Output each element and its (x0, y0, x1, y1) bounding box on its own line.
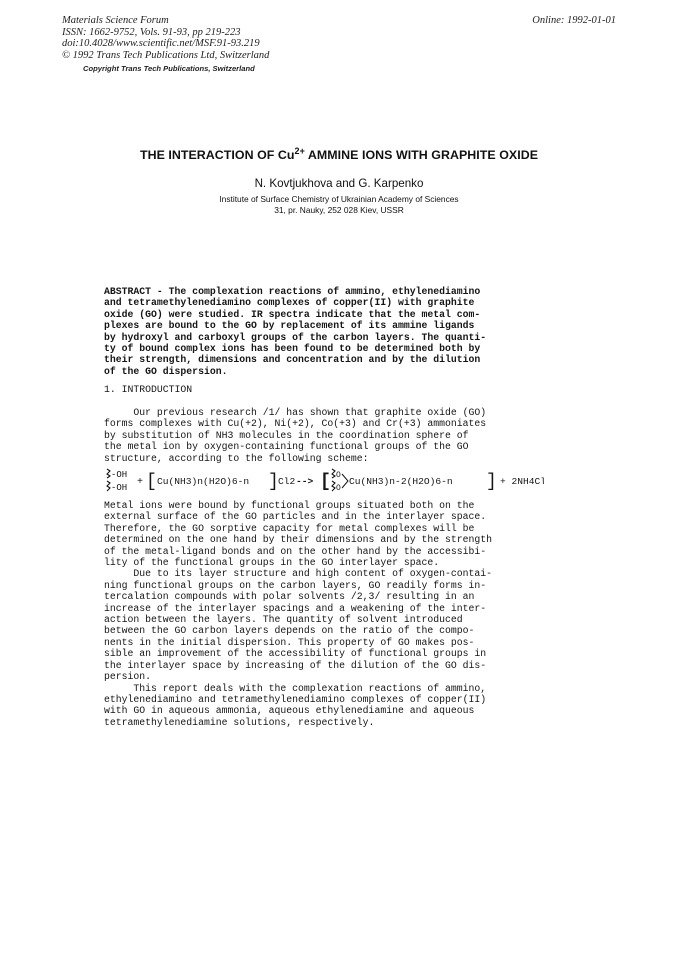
citation-header (62, 15, 269, 75)
bracket-open-1: [ (146, 472, 157, 492)
scheme-oh-top: -OH (111, 470, 128, 480)
journal-name: Materials Science Forum (62, 15, 169, 26)
paper-title (0, 148, 678, 162)
copyright-line: © 1992 Trans Tech Publications Ltd, Switzerland (62, 49, 270, 61)
title-superscript: 2+ (294, 146, 305, 156)
bracket-close-2: ] (486, 472, 497, 492)
affiliation-line-2: 31, pr. Nauky, 252 028 Kiev, USSR (274, 205, 404, 215)
scheme-o-top: O (336, 471, 341, 480)
intro-paragraph-2: Metal ions were bound by functional groups situated both on the external surface of the GO particles and in the interlayer space. Therefore, the GO sorptive capacity for metal complexes will be determined on the one hand by their dimensions and by the strength of the metal-ligand bonds and on the other hand by the accessibi- lity of the functional groups in the GO interlayer space. Due to its layer structure and high content of oxygen-contai- ning functional groups on the carbon layers, GO readily forms in- tercalation compounds with polar solvents /2,3/ resulting in an increase of the interlayer spacings and a weakening of the inter- action between the layers. The quantity of solvent introduced between the GO carbon layers depends on the ratio of the compo- nents in the initial dispersion. This property of GO makes pos- sible an improvement of the accessibility of functional groups in the interlayer space by increasing of the dilution of the GO dis- persion. This report deals with the complexation reactions of ammino, ethylenediamino and tetramethylenediamino complexes of copper(II) with GO in aqueous ammonia, aqueous ethylenediamine and aqueous tetramethylenediamine solutions, respectively. (104, 500, 493, 728)
scheme-o-bottom: O (336, 484, 341, 493)
affiliation (0, 194, 678, 216)
abstract: ABSTRACT - The complexation reactions of ammino, ethylenediamino and tetramethylenediamino complexes of copper(II) with graphite oxide (GO) were studied. IR spectra indicate that the metal com- plexes are bound to the GO by replacement of its ammine ligands by hydroxyl and carboxyl groups of the carbon layers. The quanti- ty of bound complex ions has been found to be determined both by their strength, dimensions and concentration and by the dilution of the GO dispersion. (104, 286, 487, 377)
graphite-layer-symbol-left (107, 469, 110, 491)
scheme-arrow: --> (296, 476, 314, 487)
section-heading-introduction: 1. INTRODUCTION (104, 384, 193, 395)
scheme-product: Cu(NH3)n-2(H2O)6-n (349, 476, 453, 487)
scheme-reactant: Cu(NH3)n(H2O)6-n (157, 476, 250, 487)
doi-line: doi:10.4028/www.scientific.net/MSF.91-93.219 (62, 38, 260, 49)
authors: N. Kovtjukhova and G. Karpenko (254, 177, 424, 190)
intro-paragraph-1: Our previous research /1/ has shown that graphite oxide (GO) forms complexes with Cu(+2), Ni(+2), Co(+3) and Cr(+3) ammoniates by substitution of NH3 molecules in the coordination sphere of the metal ion by oxygen-containing functional groups of the GO structure, according to the following scheme: (104, 407, 487, 464)
title-post: AMMINE IONS WITH GRAPHITE OXIDE (304, 148, 539, 162)
reaction-scheme (104, 466, 544, 496)
issn-line: ISSN: 1662-9752, Vols. 91-93, pp 219-223 (62, 26, 241, 38)
coordination-bond (342, 474, 348, 488)
title-pre: THE INTERACTION OF Cu (139, 148, 295, 162)
scheme-plus: + (137, 477, 144, 488)
scheme-cl2: Cl2 (278, 476, 296, 487)
graphite-layer-symbol-right (332, 469, 335, 491)
copyright-notice: Copyright Trans Tech Publications, Switzerland (83, 64, 255, 73)
scheme-oh-bottom: -OH (111, 483, 128, 493)
bracket-close-1: ] (268, 472, 279, 492)
affiliation-line-1: Institute of Surface Chemistry of Ukrainian Academy of Sciences (219, 194, 459, 204)
reaction-scheme-svg (104, 466, 544, 496)
scheme-byproduct: + 2NH4Cl (500, 476, 544, 487)
online-date: Online: 1992-01-01 (532, 15, 616, 26)
bracket-open-2: [ (320, 472, 331, 492)
